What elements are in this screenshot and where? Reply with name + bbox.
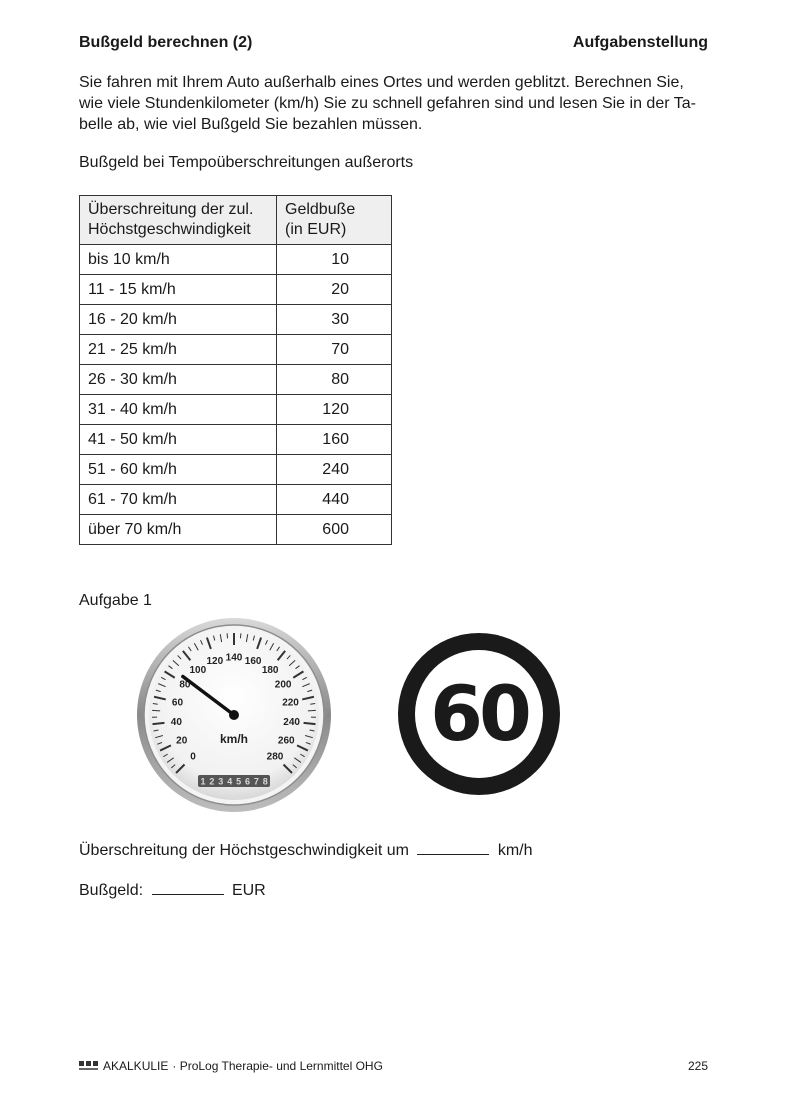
fine-cell: 120 (277, 395, 392, 425)
fine-table (79, 195, 392, 545)
page-title: Bußgeld berechnen (2) (79, 34, 253, 51)
table-title: Bußgeld bei Tempoüberschreitungen außerorts (79, 154, 414, 171)
speedometer-tick-label: 200 (274, 679, 292, 691)
speedometer-tick-label: 0 (190, 751, 196, 763)
question-overspeed (79, 842, 533, 860)
odometer-digit: 4 (227, 776, 233, 787)
intro-line: Sie fahren mit Ihrem Auto außerhalb eines Ortes und werden geblitzt. Berechnen Sie, (79, 74, 684, 91)
speedometer-tick (153, 723, 165, 724)
odometer-digit: 7 (253, 776, 259, 787)
speedometer-tick-label: 240 (283, 716, 300, 728)
header-fine-line2: (in EUR) (285, 221, 347, 238)
speedometer-tick-label: 260 (277, 735, 295, 747)
fine-cell: 440 (277, 485, 392, 515)
speedometer-tick-label: 160 (244, 655, 262, 667)
speedometer-tick-label: 40 (170, 716, 182, 728)
header-overspeed (80, 196, 277, 245)
table-row (80, 425, 392, 455)
odometer-digit: 5 (236, 776, 242, 787)
speedometer-unit: km/h (219, 732, 249, 746)
range-cell: 26 - 30 km/h (80, 365, 277, 395)
question-fine-text: Bußgeld: (79, 882, 144, 899)
header-overspeed-line2: Höchstgeschwindigkeit (88, 221, 251, 238)
range-cell: 11 - 15 km/h (80, 275, 277, 305)
fine-cell: 70 (277, 335, 392, 365)
range-cell: 31 - 40 km/h (80, 395, 277, 425)
question-fine (79, 882, 266, 900)
speedometer (136, 615, 332, 815)
fine-cell: 80 (277, 365, 392, 395)
table-row (80, 485, 392, 515)
section-label: Aufgabenstellung (572, 34, 708, 51)
table-row (80, 275, 392, 305)
range-cell: 51 - 60 km/h (80, 455, 277, 485)
table-row (80, 335, 392, 365)
footer-company: · ProLog Therapie- und Lernmittel OHG (172, 1059, 383, 1073)
brand-logo-icon (79, 1060, 99, 1072)
question-overspeed-unit: km/h (497, 842, 533, 859)
footer-brand: AKALKULIE (103, 1059, 169, 1073)
range-cell: 41 - 50 km/h (80, 425, 277, 455)
speedometer-tick-label: 120 (206, 655, 224, 667)
range-cell: 61 - 70 km/h (80, 485, 277, 515)
fine-cell: 240 (277, 455, 392, 485)
page-number: 225 (687, 1059, 708, 1073)
table-row (80, 395, 392, 425)
intro-line: wie viele Stundenkilometer (km/h) Sie zu schnell gefahren sind und lesen Sie in der Ta- (79, 95, 696, 112)
speedometer-tick-label: 80 (179, 679, 191, 691)
range-cell: 16 - 20 km/h (80, 305, 277, 335)
header-overspeed-line1: Überschreitung der zul. (88, 201, 254, 218)
table-row (80, 365, 392, 395)
speedometer-tick (310, 704, 315, 705)
fine-cell: 600 (277, 515, 392, 545)
range-cell: bis 10 km/h (80, 245, 277, 275)
speed-limit-value: 60 (430, 669, 528, 758)
odometer-digit: 8 (262, 776, 268, 787)
header-fine-line1: Geldbuße (285, 201, 356, 218)
odometer-digit: 3 (218, 776, 224, 787)
intro-text (79, 72, 709, 135)
speedometer-tick-label: 100 (189, 665, 207, 677)
speedometer-tick (304, 723, 316, 724)
range-cell: über 70 km/h (80, 515, 277, 545)
table-row (80, 515, 392, 545)
header-fine (277, 196, 392, 245)
answer-blank-fine[interactable] (152, 882, 224, 895)
question-fine-unit: EUR (231, 882, 266, 899)
needle-hub (229, 710, 239, 720)
intro-line: belle ab, wie viel Bußgeld Sie bezahlen müssen. (79, 116, 423, 133)
question-overspeed-text: Überschreitung der Höchstgeschwindigkeit um (79, 842, 409, 859)
table-row (80, 245, 392, 275)
speedometer-tick-label: 220 (282, 697, 299, 709)
speedometer-tick-label: 20 (176, 735, 188, 747)
table-row (80, 455, 392, 485)
table-header-row (80, 196, 392, 245)
footer (79, 1059, 383, 1073)
fine-cell: 20 (277, 275, 392, 305)
odometer-digit: 2 (209, 776, 215, 787)
fine-cell: 160 (277, 425, 392, 455)
speedometer-tick-label: 180 (261, 665, 279, 677)
task-label: Aufgabe 1 (79, 592, 152, 609)
speedometer-tick-label: 60 (171, 697, 184, 709)
answer-blank-overspeed[interactable] (417, 842, 489, 855)
speedometer-tick (153, 704, 158, 705)
speed-limit-sign (398, 633, 560, 795)
table-row (80, 305, 392, 335)
speedometer-tick-label: 280 (266, 751, 284, 763)
odometer-digit: 6 (244, 776, 251, 787)
speedometer-tick-label: 140 (225, 652, 243, 664)
fine-cell: 10 (277, 245, 392, 275)
fine-cell: 30 (277, 305, 392, 335)
odometer-digit: 1 (200, 776, 206, 787)
range-cell: 21 - 25 km/h (80, 335, 277, 365)
